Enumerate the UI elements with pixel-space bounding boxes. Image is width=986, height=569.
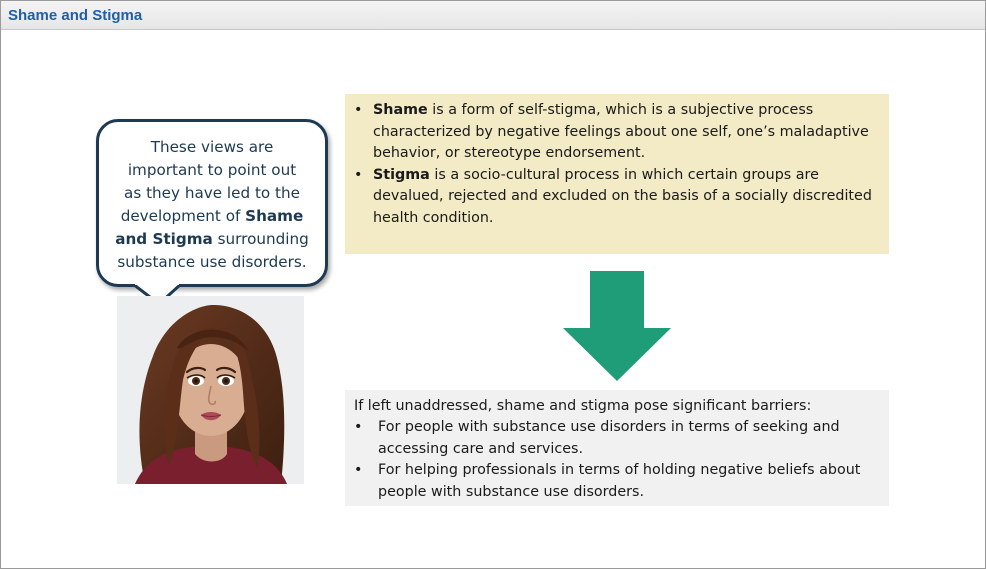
bubble-line: These views are (150, 138, 274, 156)
definitions-box (345, 94, 889, 254)
bubble-bold-segment: Shame (245, 207, 304, 225)
barrier-text: For people with substance use disorders in terms of seeking and accessing care and services. (378, 419, 840, 457)
barrier-text: For helping professionals in terms of holding negative beliefs about people with substance use disorders. (378, 462, 861, 500)
bullet: • (354, 166, 363, 183)
barriers-list (354, 417, 882, 503)
bubble-line: as they have led to the (124, 184, 300, 202)
list-item (354, 460, 882, 503)
bubble-text-segment: development of (120, 207, 246, 225)
speech-bubble-text (99, 136, 325, 274)
barriers-box (345, 390, 889, 506)
bullet: • (354, 419, 363, 435)
woman-avatar-icon (117, 296, 304, 484)
list-item (354, 100, 882, 165)
list-item (354, 417, 882, 460)
definition-text: is a form of self-stigma, which is a subjective process characterized by negative feelings about one self, one’s maladaptive behavior, or stereotype endorsement. (373, 102, 869, 161)
title-bar (1, 1, 985, 30)
speech-bubble (96, 119, 328, 287)
bubble-line: substance use disorders. (117, 253, 307, 271)
bubble-line (99, 228, 325, 251)
definition-term: Stigma (373, 166, 430, 183)
definition-term: Shame (373, 102, 428, 118)
bubble-text-segment: surrounding (212, 230, 309, 248)
barriers-intro: If left unaddressed, shame and stigma pose significant barriers: (354, 398, 812, 414)
bubble-line (99, 205, 325, 228)
down-arrow-icon (561, 271, 673, 381)
bubble-line: important to point out (127, 161, 297, 179)
avatar (117, 296, 304, 484)
bullet: • (354, 462, 363, 478)
bullet: • (354, 102, 363, 118)
list-item (354, 165, 882, 230)
bubble-bold-segment: and Stigma (115, 230, 213, 248)
page-title: Shame and Stigma (8, 7, 143, 24)
definition-text: is a socio-cultural process in which certain groups are devalued, rejected and excluded on the basis of a socially discredited health condition. (373, 166, 872, 226)
definitions-list (354, 100, 882, 229)
